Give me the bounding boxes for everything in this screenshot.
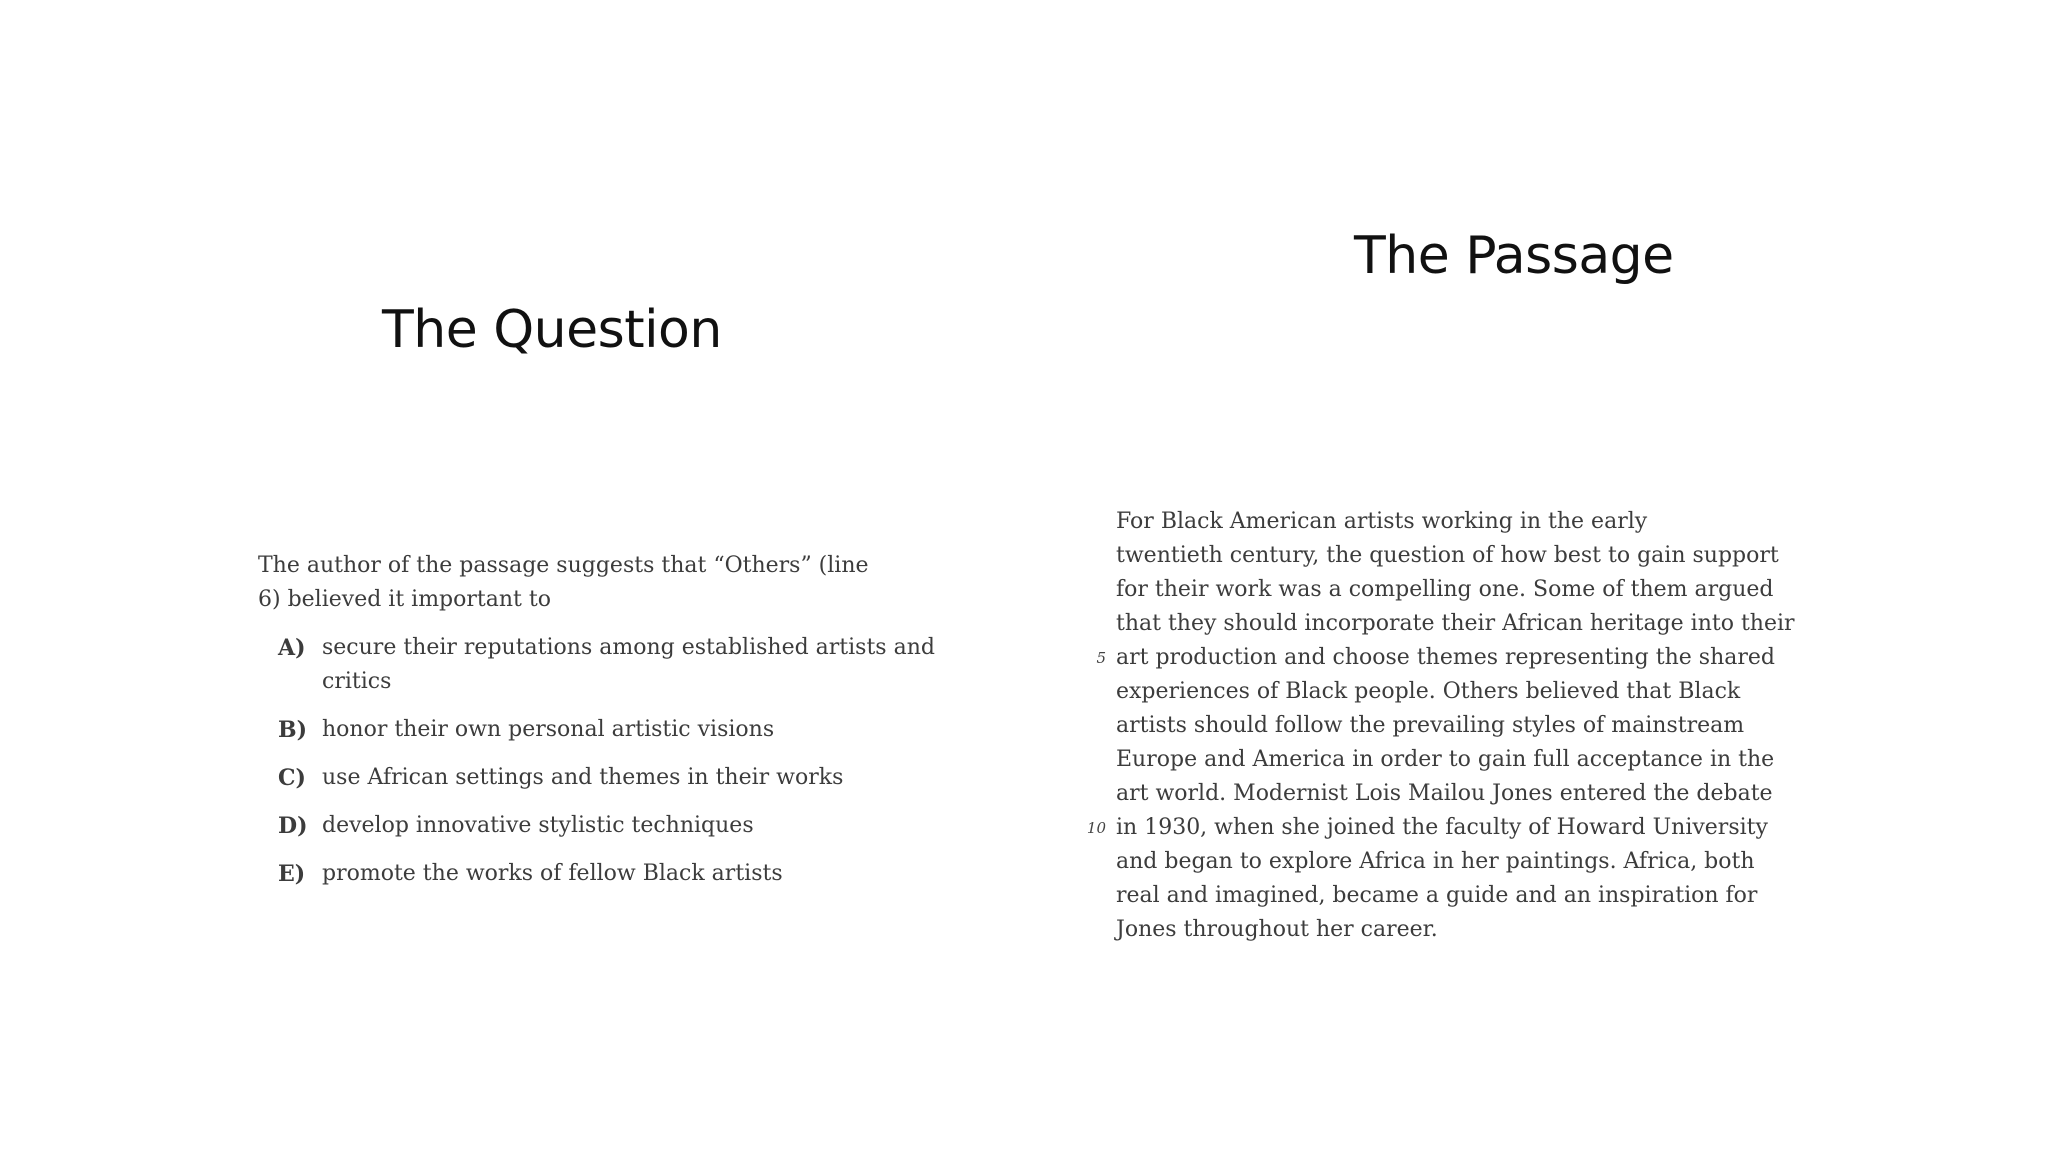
answer-choice-c bbox=[258, 761, 938, 795]
passage-line bbox=[1080, 539, 1800, 573]
choice-text: use African settings and themes in their works bbox=[322, 765, 844, 790]
passage-line bbox=[1080, 879, 1800, 913]
passage-line bbox=[1080, 709, 1800, 743]
choice-text: promote the works of fellow Black artists bbox=[322, 861, 783, 886]
choice-letter: A) bbox=[278, 635, 306, 661]
passage-line-text: real and imagined, became a guide and an inspiration for bbox=[1116, 883, 1758, 908]
passage-heading: The Passage bbox=[1354, 226, 1674, 286]
choice-text: honor their own personal artistic visions bbox=[322, 717, 775, 742]
choice-text: secure their reputations among established artists and critics bbox=[322, 635, 935, 694]
choice-text: develop innovative stylistic techniques bbox=[322, 813, 754, 838]
passage-line-text: art production and choose themes representing the shared bbox=[1116, 645, 1775, 670]
choice-letter: E) bbox=[278, 861, 306, 887]
passage-line bbox=[1080, 743, 1800, 777]
passage-line bbox=[1080, 811, 1800, 845]
passage-line bbox=[1080, 505, 1800, 539]
answer-choice-d bbox=[258, 809, 938, 843]
passage-line-text: that they should incorporate their African heritage into their bbox=[1116, 611, 1795, 636]
passage-line-text: and began to explore Africa in her paintings. Africa, both bbox=[1116, 849, 1755, 874]
line-number: 10 bbox=[1086, 819, 1106, 837]
passage-line-text: in 1930, when she joined the faculty of Howard University bbox=[1116, 815, 1768, 840]
passage-line bbox=[1080, 675, 1800, 709]
passage-line-text: For Black American artists working in the early bbox=[1116, 509, 1648, 534]
passage-line bbox=[1080, 777, 1800, 811]
passage-line bbox=[1080, 845, 1800, 879]
passage-line bbox=[1080, 641, 1800, 675]
question-block bbox=[258, 549, 938, 905]
choice-letter: D) bbox=[278, 813, 308, 839]
choice-letter: C) bbox=[278, 765, 306, 791]
answer-choice-b bbox=[258, 713, 938, 747]
passage-line bbox=[1080, 607, 1800, 641]
passage-line-text: Jones throughout her career. bbox=[1116, 917, 1438, 942]
answer-choice-e bbox=[258, 857, 938, 891]
passage-line bbox=[1080, 913, 1800, 947]
passage-line-text: artists should follow the prevailing styles of mainstream bbox=[1116, 713, 1745, 738]
question-heading: The Question bbox=[382, 300, 722, 360]
passage-block bbox=[1080, 505, 1800, 947]
passage-line-text: for their work was a compelling one. Some of them argued bbox=[1116, 577, 1774, 602]
question-stem: The author of the passage suggests that “Others” (line 6) believed it important to bbox=[258, 553, 869, 612]
passage-line-text: experiences of Black people. Others believed that Black bbox=[1116, 679, 1741, 704]
choice-letter: B) bbox=[278, 717, 308, 743]
line-number: 5 bbox=[1096, 649, 1106, 667]
passage-line-text: twentieth century, the question of how best to gain support bbox=[1116, 543, 1779, 568]
passage-line-text: Europe and America in order to gain full acceptance in the bbox=[1116, 747, 1775, 772]
passage-line-text: art world. Modernist Lois Mailou Jones entered the debate bbox=[1116, 781, 1773, 806]
passage-line bbox=[1080, 573, 1800, 607]
answer-choice-a bbox=[258, 631, 938, 699]
